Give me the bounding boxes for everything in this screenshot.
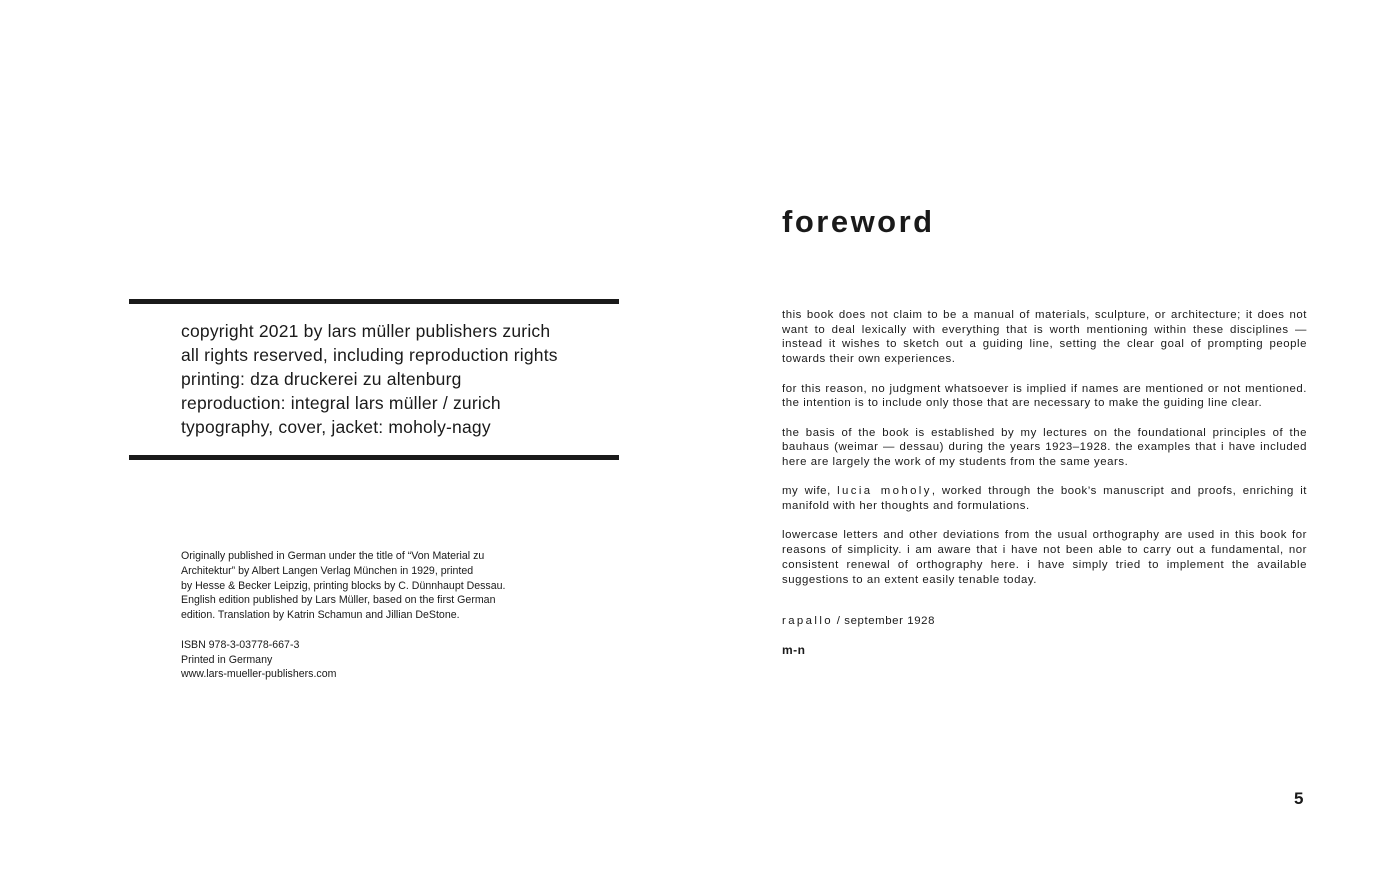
copyright-line: all rights reserved, including reproduction rights <box>181 345 558 365</box>
foreword-paragraph: this book does not claim to be a manual of materials, sculpture, or architecture; it does not want to deal lexically with everything that is worth mentioning within these disciplines — instead it wishes to sketch out a guiding line, setting the clear goal of prompting people towards their own experiences. <box>782 309 1307 366</box>
wife-text-after: , worked through the book’s manuscript and proofs, enriching it manifold with her thoughts and formulations. <box>782 485 1307 513</box>
bottom-rule <box>129 455 619 460</box>
foreword-paragraph: lowercase letters and other deviations from the usual orthography are used in this book for reasons of simplicity. i am aware that i have not been able to carry out a fundamental, nor consistent renewal of orthography here. i have simply tried to implement the available suggestions to an extent easily tenable today. <box>782 529 1307 586</box>
copyright-line: printing: dza druckerei zu altenburg <box>181 369 462 389</box>
place-date <box>782 615 935 627</box>
copyright-line: copyright 2021 by lars müller publishers zurich <box>181 321 551 341</box>
copyright-block <box>181 319 621 439</box>
printed-in: Printed in Germany <box>181 653 273 666</box>
right-page <box>700 0 1400 895</box>
foreword-paragraph <box>782 484 1307 513</box>
publication-note-line: Originally published in German under the title of “Von Material zu <box>181 550 485 562</box>
foreword-paragraph: for this reason, no judgment whatsoever is implied if names are mentioned or not mentioned. the intention is to include only those that are necessary to make the guiding line clear. <box>782 382 1307 410</box>
publication-note-line: Architektur” by Albert Langen Verlag München in 1929, printed <box>181 564 474 577</box>
copyright-line: reproduction: integral lars müller / zurich <box>181 393 501 413</box>
page-number: 5 <box>1294 789 1304 808</box>
wife-name: lucia moholy <box>837 485 932 498</box>
place: rapallo <box>782 615 833 627</box>
wife-text-before: my wife, <box>782 485 838 498</box>
date: / september 1928 <box>836 615 936 627</box>
foreword-paragraph: the basis of the book is established by my lectures on the foundational principles of the bauhaus (weimar — dessau) during the years 1923–1928. the examples that i have included here are largely the work of my students from the same years. <box>782 426 1307 468</box>
publication-note-line: by Hesse & Becker Leipzig, printing blocks by C. Dünnhaupt Dessau. <box>181 579 506 592</box>
page-title: foreword <box>782 204 935 239</box>
publisher-website: www.lars-mueller-publishers.com <box>181 668 337 681</box>
author-initials: m-n <box>782 643 806 657</box>
publication-note-line: English edition published by Lars Müller, based on the first German <box>181 594 496 607</box>
isbn: ISBN 978-3-03778-667-3 <box>181 638 300 651</box>
foreword-body <box>782 308 1307 602</box>
copyright-line: typography, cover, jacket: moholy-nagy <box>181 417 491 437</box>
publication-note-line: edition. Translation by Katrin Schamun and Jillian DeStone. <box>181 609 460 622</box>
top-rule <box>129 299 619 304</box>
publication-note <box>181 549 601 682</box>
